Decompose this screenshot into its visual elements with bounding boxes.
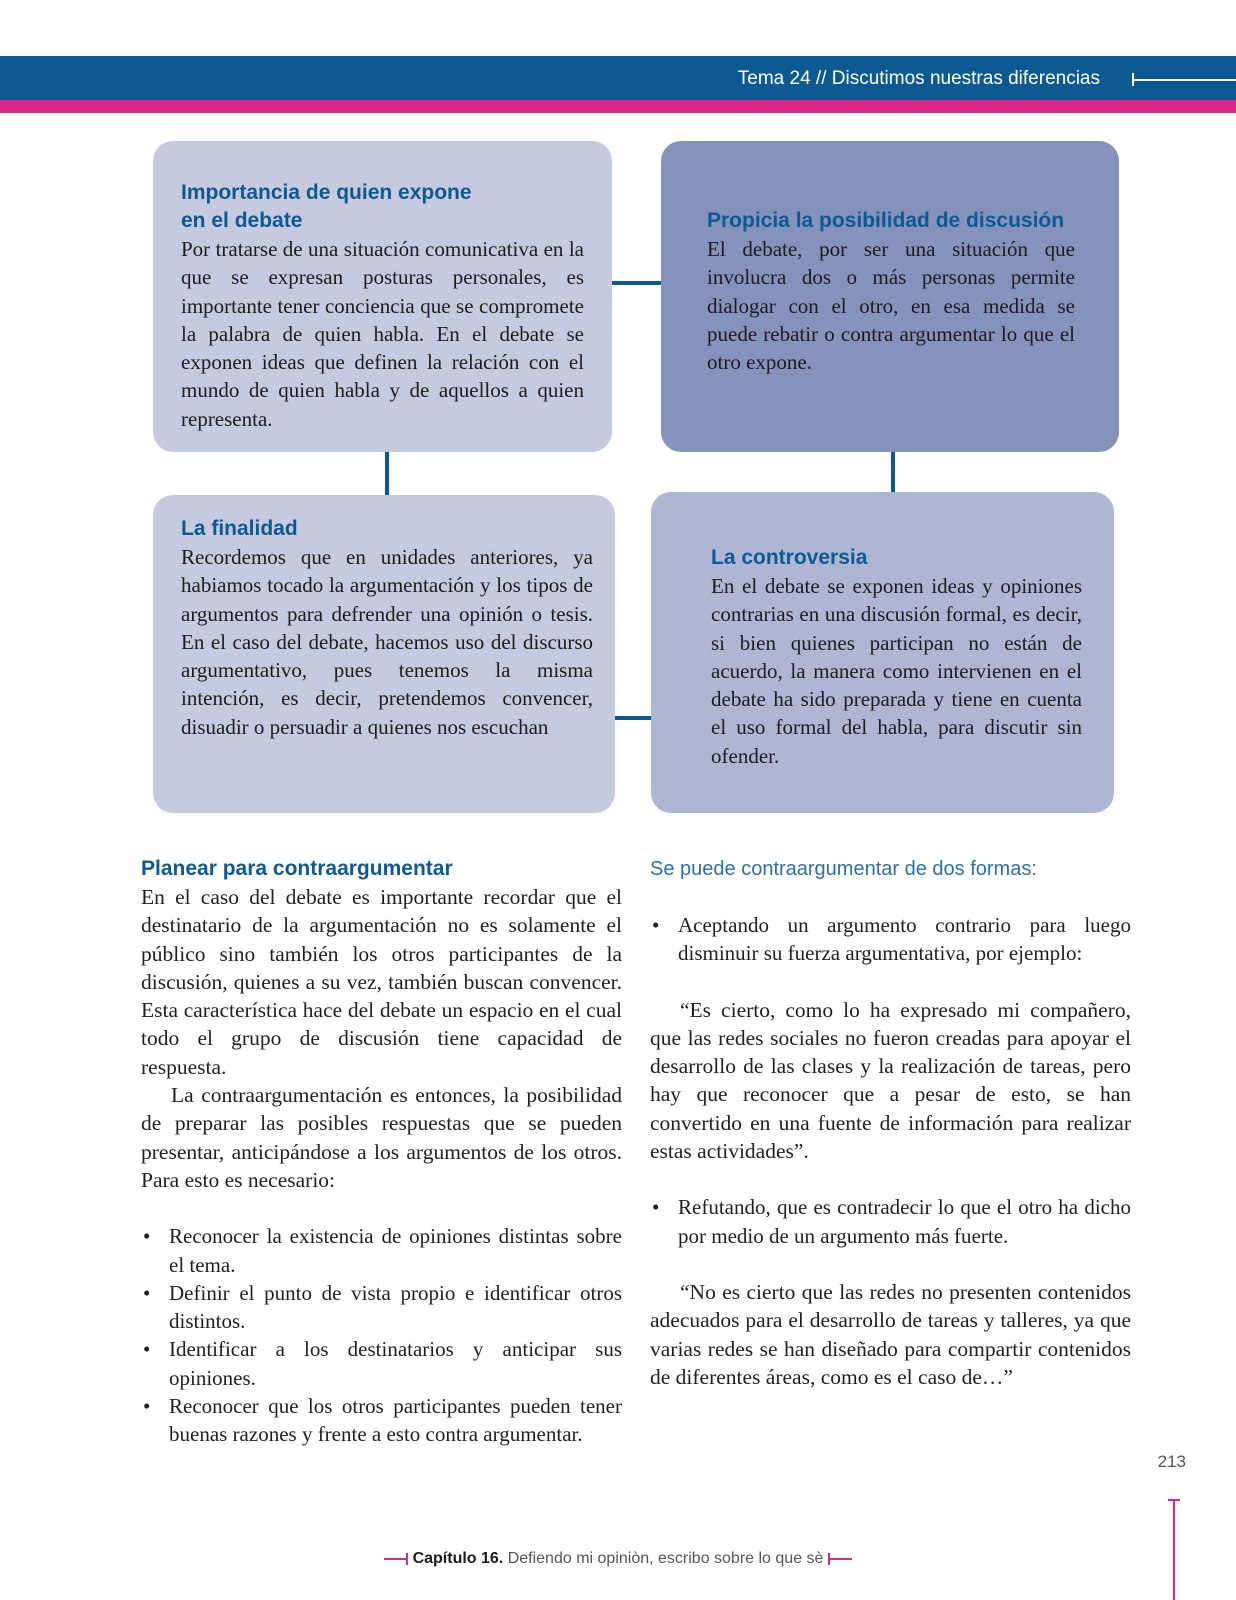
list-item: • Reconocer la existencia de opiniones distintas sobre el tema.	[141, 1222, 622, 1279]
box-title-line: en el debate	[181, 209, 303, 232]
connector-box2-box4	[891, 452, 895, 492]
list-item: • Aceptando un argumento contrario para luego disminuir su fuerza argumentativa, por ejemplo:	[650, 911, 1131, 968]
diagram-box-finalidad	[153, 495, 615, 813]
list-item: • Definir el punto de vista propio e identificar otros distintos.	[141, 1279, 622, 1336]
box-text: El debate, por ser una situación que involucra dos o más personas permite dialogar con el otro, en esa medida se puede rebatir o contra argumentar lo que el otro expone.	[707, 237, 1075, 375]
diagram-box-importancia	[153, 141, 612, 452]
box-text: Por tratarse de una situación comunicativa en la que se expresan posturas personales, es importante tener conciencia que se compromete la palabra de quien habla. En el debate se exponen ideas que definen la relación con el mundo de quien habla y de aquellos a quien representa.	[181, 237, 584, 431]
section-title-formas: Se puede contraargumentar de dos formas:	[650, 858, 1037, 880]
box-title-line: Importancia de quien expone	[181, 181, 472, 204]
connector-box1-box2	[612, 281, 662, 285]
footer	[0, 1550, 1236, 1568]
footer-mark-left	[384, 1558, 408, 1560]
box-text: Recordemos que en unidades anteriores, ya habiamos tocado la argumentación y los tipos de argumentos para defrender una opinión o tesis. En el caso del debate, hacemos uso del discurso argumentativo, pues tenemos la misma intención, es decir, pretendemos convencer, disuadir o persuadir a quienes nos escuchan	[181, 545, 593, 739]
box-title: Propicia la posibilidad de discusión	[707, 209, 1065, 232]
box-title: La controversia	[711, 546, 868, 569]
box-title	[181, 179, 584, 235]
example-quote: “No es cierto que las redes no presenten contenidos adecuados para el desarrollo de tareas y talleres, ya que varias redes se han diseñado para compartir contenidos de diferentes áreas, como es el caso de…”	[650, 1279, 1131, 1389]
footer-subtitle: Defiendo mi opiniòn, escribo sobre lo que sè	[503, 1550, 824, 1567]
chapter-header-title: Tema 24 // Discutimos nuestras diferencias	[737, 68, 1100, 89]
forms-list-1	[650, 911, 1131, 968]
list-item: • Identificar a los destinatarios y anticipar sus opiniones.	[141, 1335, 622, 1392]
paragraph: En el caso del debate es importante recordar que el destinatario de la argumentación no es solamente el público sino también los otros participantes de la discusión, quienes a su vez, también buscan convencer. Esta característica hace del debate un espacio en el cual todo el grupo de discusión tiene capacidad de respuesta.	[141, 885, 622, 1079]
requirements-list	[141, 1222, 622, 1448]
forms-list-2	[650, 1193, 1131, 1250]
connector-box1-box3	[385, 452, 389, 495]
diagram-box-controversia	[651, 492, 1114, 813]
header-line	[1133, 79, 1236, 81]
header-accent-stripe	[0, 100, 1236, 113]
connector-box3-box4	[614, 716, 652, 720]
paragraph: La contraargumentación es entonces, la posibilidad de preparar las posibles respuestas que se pueden presentar, anticipándose a los argumentos de los otros. Para esto es necesario:	[141, 1083, 622, 1192]
list-item: • Reconocer que los otros participantes pueden tener buenas razones y frente a esto contra argumentar.	[141, 1392, 622, 1449]
diagram-box-discusion	[661, 141, 1119, 452]
example-quote: “Es cierto, como lo ha expresado mi compañero, que las redes sociales no fueron creadas para apoyar el desarrollo de las clases y la realización de tareas, pero hay que reconocer que a pesar de esto, se han convertido en una fuente de información para realizar estas actividades”.	[650, 997, 1131, 1164]
footer-chapter: Capítulo 16.	[412, 1550, 504, 1567]
box-title: La finalidad	[181, 517, 298, 540]
left-column	[141, 855, 622, 1449]
section-title-planear: Planear para contraargumentar	[141, 857, 453, 880]
footer-mark-right	[828, 1558, 852, 1560]
box-text: En el debate se exponen ideas y opiniones contrarias en una discusión formal, es decir, si bien quienes participan no están de acuerdo, la manera como intervienen en el debate ha sido preparada y tiene en cuenta el uso formal del habla, para discutir sin ofender.	[711, 574, 1082, 768]
page-number: 213	[1157, 1452, 1186, 1471]
list-item: • Refutando, que es contradecir lo que el otro ha dicho por medio de un argumento más fuerte.	[650, 1193, 1131, 1250]
right-column	[650, 855, 1131, 1391]
